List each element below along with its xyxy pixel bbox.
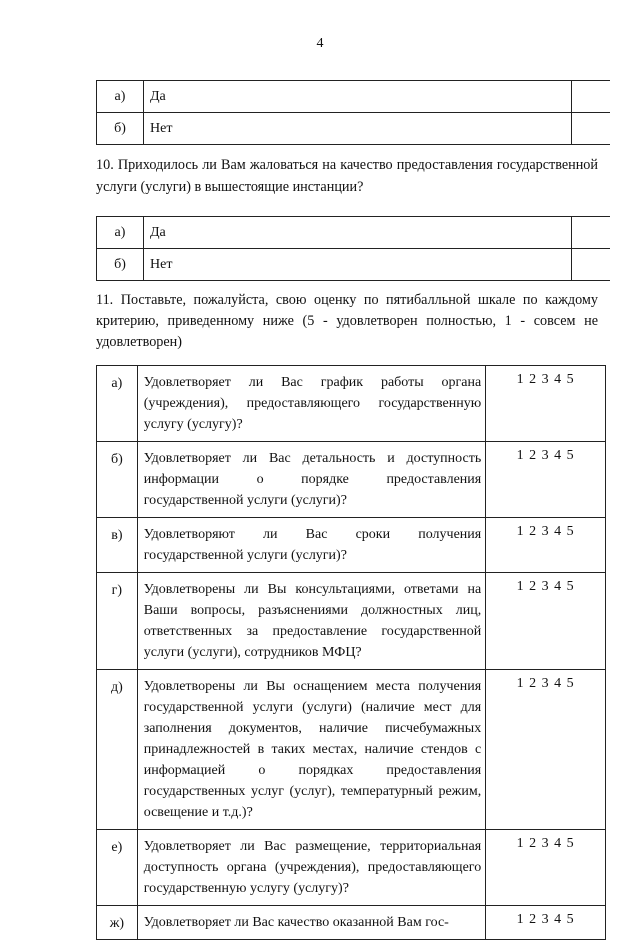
criterion-letter: г) — [97, 573, 138, 670]
rating-scale[interactable]: 1 2 3 4 5 — [486, 573, 606, 670]
rating-scale[interactable]: 1 2 3 4 5 — [486, 670, 606, 830]
rating-scale[interactable]: 1 2 3 4 5 — [486, 906, 606, 940]
criterion-text: Удовлетворяют ли Вас сроки получения государственной услуги (услуги)? — [137, 518, 485, 573]
option-letter: б) — [97, 113, 144, 145]
question-11: 11. Поставьте, пожалуйста, свою оценку по пятибалльной шкале по каждому критерию, приведенному ниже (5 - удовлетворен полностью, 1 - совсем не удовлетворен) — [96, 292, 598, 350]
criterion-letter: в) — [97, 518, 138, 573]
rating-scale[interactable]: 1 2 3 4 5 — [486, 830, 606, 906]
table-row — [97, 249, 611, 281]
question-10: 10. Приходилось ли Вам жаловаться на качество предоставления государственной услуги (услуги) в вышестоящие инстанции? — [96, 157, 598, 195]
answer-cell[interactable] — [572, 217, 611, 249]
option-text: Да — [144, 81, 572, 113]
criterion-letter: а) — [97, 366, 138, 442]
criterion-text: Удовлетворены ли Вы консультациями, ответами на Ваши вопросы, разъяснениями должностных лиц, ответственных за предоставление государственной услуги (услуги), сотрудников МФЦ? — [137, 573, 485, 670]
table-row — [97, 573, 606, 670]
criterion-letter: ж) — [97, 906, 138, 940]
criteria-table — [96, 365, 606, 940]
table-row — [97, 366, 606, 442]
rating-scale[interactable]: 1 2 3 4 5 — [486, 518, 606, 573]
answer-cell[interactable] — [572, 113, 611, 145]
table-row — [97, 830, 606, 906]
answers-table-q10 — [96, 216, 610, 281]
table-row — [97, 217, 611, 249]
answers-table-q9 — [96, 80, 610, 145]
table-row — [97, 442, 606, 518]
option-text: Нет — [144, 249, 572, 281]
criterion-text: Удовлетворяет ли Вас график работы органа (учреждения), предоставляющего государственную услугу (услугу)? — [137, 366, 485, 442]
rating-scale[interactable]: 1 2 3 4 5 — [486, 442, 606, 518]
option-text: Да — [144, 217, 572, 249]
table-row — [97, 81, 611, 113]
criterion-letter: б) — [97, 442, 138, 518]
criterion-text: Удовлетворяет ли Вас качество оказанной Вам гос- — [137, 906, 485, 940]
criterion-text: Удовлетворяет ли Вас детальность и доступность информации о порядке предоставления государственной услуги (услуги)? — [137, 442, 485, 518]
page-number: 4 — [316, 36, 324, 51]
option-text: Нет — [144, 113, 572, 145]
option-letter: б) — [97, 249, 144, 281]
table-row — [97, 113, 611, 145]
option-letter: а) — [97, 81, 144, 113]
table-row — [97, 906, 606, 940]
table-row — [97, 518, 606, 573]
table-row — [97, 670, 606, 830]
criterion-letter: е) — [97, 830, 138, 906]
criterion-letter: д) — [97, 670, 138, 830]
rating-scale[interactable]: 1 2 3 4 5 — [486, 366, 606, 442]
option-letter: а) — [97, 217, 144, 249]
criterion-text: Удовлетворены ли Вы оснащением места получения государственной услуги (услуги) (наличие мест для заполнения документов, наличие писчебумажных принадлежностей в таких местах, наличие стендов с информацией о порядках предоставления государственных услуг (услуг), температурный режим, освещение и т.д.)? — [137, 670, 485, 830]
answer-cell[interactable] — [572, 249, 611, 281]
answer-cell[interactable] — [572, 81, 611, 113]
criterion-text: Удовлетворяет ли Вас размещение, территориальная доступность органа (учреждения), предоставляющего государственную услугу (услугу)? — [137, 830, 485, 906]
